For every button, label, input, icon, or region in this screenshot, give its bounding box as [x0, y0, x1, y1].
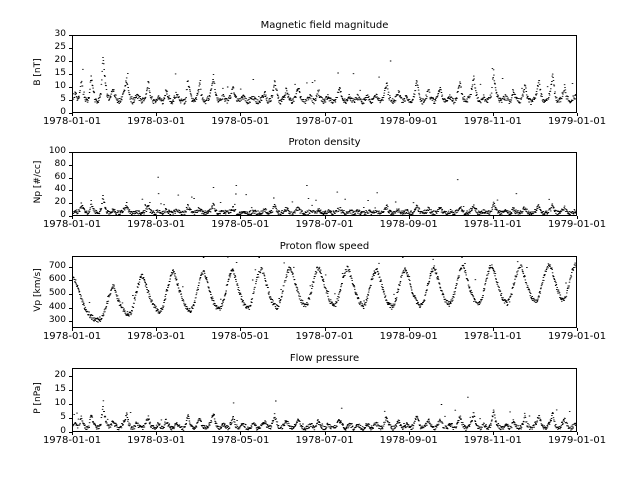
y-tick-mark — [69, 390, 72, 391]
x-tick-label: 1978-11-01 — [463, 219, 522, 230]
x-tick-label: 1978-09-01 — [379, 435, 438, 446]
x-tick-label: 1978-03-01 — [127, 331, 186, 342]
y-tick-label: 20 — [54, 197, 66, 208]
y-tick-label: 30 — [54, 29, 66, 39]
y-tick-label: 15 — [54, 68, 66, 78]
y-tick-label: 10 — [54, 398, 66, 409]
x-tick-label: 1979-01-01 — [547, 435, 607, 446]
x-tick-label: 1978-09-01 — [379, 331, 438, 342]
x-tick-label: 1978-11-01 — [463, 435, 522, 446]
panel-title: Magnetic field magnitude — [260, 20, 389, 31]
y-tick-label: 60 — [54, 171, 66, 182]
x-tick-mark — [72, 432, 73, 435]
x-tick-label: 1978-01-01 — [42, 435, 102, 446]
x-tick-label: 1978-11-01 — [463, 331, 522, 342]
y-tick-label: 20 — [54, 55, 66, 65]
x-tick-label: 1978-05-01 — [211, 331, 270, 342]
y-tick-label: 0 — [60, 426, 66, 436]
x-tick-label: 1978-05-01 — [211, 435, 270, 446]
y-tick-label: 100 — [48, 146, 66, 156]
x-tick-label: 1978-09-01 — [379, 116, 438, 127]
y-axis-label: Np [#/cc] — [33, 160, 43, 204]
y-tick-label: 40 — [54, 184, 66, 195]
x-tick-mark — [409, 432, 410, 435]
y-tick-label: 500 — [48, 288, 66, 299]
x-tick-mark — [577, 432, 578, 435]
x-tick-label: 1978-07-01 — [295, 219, 354, 230]
y-axis-label: B [nT] — [33, 58, 43, 86]
panel-title: Proton density — [288, 137, 361, 148]
x-tick-mark — [156, 432, 157, 435]
y-tick-label: 0 — [60, 210, 66, 220]
data-points — [73, 369, 576, 431]
x-tick-label: 1978-01-01 — [42, 331, 102, 342]
y-tick-label: 20 — [54, 370, 66, 381]
x-tick-mark — [240, 432, 241, 435]
x-tick-label: 1978-09-01 — [379, 219, 438, 230]
x-tick-label: 1978-01-01 — [42, 219, 102, 230]
y-tick-label: 5 — [60, 94, 66, 104]
y-axis-label: P [nPa] — [33, 382, 43, 414]
y-axis-label: Vp [km/s] — [33, 268, 43, 312]
y-tick-label: 5 — [60, 412, 66, 423]
y-tick-label: 15 — [54, 384, 66, 395]
y-tick-label: 10 — [54, 81, 66, 91]
x-tick-mark — [325, 432, 326, 435]
x-tick-label: 1979-01-01 — [547, 331, 607, 342]
x-tick-label: 1978-07-01 — [295, 435, 354, 446]
x-tick-label: 1979-01-01 — [547, 116, 607, 127]
y-tick-label: 300 — [48, 315, 66, 326]
x-tick-label: 1978-05-01 — [211, 116, 270, 127]
y-tick-mark — [69, 376, 72, 377]
y-tick-mark — [69, 404, 72, 405]
y-tick-label: 700 — [48, 260, 66, 271]
x-tick-label: 1978-01-01 — [42, 116, 102, 127]
panel-title: Flow pressure — [289, 353, 360, 364]
y-tick-label: 25 — [54, 42, 66, 52]
y-tick-label: 0 — [60, 107, 66, 117]
x-tick-mark — [493, 432, 494, 435]
x-tick-label: 1978-03-01 — [127, 435, 186, 446]
x-tick-label: 1978-07-01 — [295, 331, 354, 342]
y-tick-mark — [69, 418, 72, 419]
x-tick-label: 1978-03-01 — [127, 219, 186, 230]
y-tick-label: 80 — [54, 158, 66, 169]
x-tick-label: 1978-11-01 — [463, 116, 522, 127]
panel-title: Proton flow speed — [279, 241, 370, 252]
x-tick-label: 1978-07-01 — [295, 116, 354, 127]
x-tick-label: 1978-05-01 — [211, 219, 270, 230]
y-tick-label: 600 — [48, 274, 66, 285]
y-tick-label: 400 — [48, 301, 66, 312]
x-tick-label: 1978-03-01 — [127, 116, 186, 127]
x-tick-label: 1979-01-01 — [547, 219, 607, 230]
